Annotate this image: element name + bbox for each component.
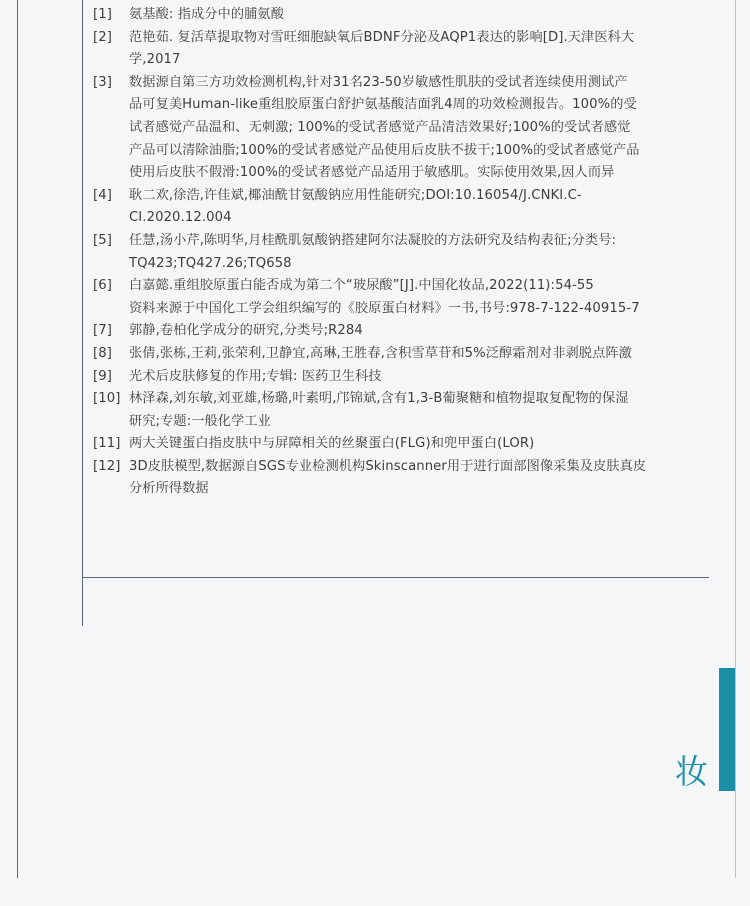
- reference-number: [7]: [93, 323, 112, 339]
- reference-item: [93, 320, 708, 343]
- reference-text-line: 任慧,汤小芹,陈明华,月桂酰肌氨酸钠搭建阿尔法凝胶的方法研究及结构表征;分类号:: [129, 232, 617, 248]
- reference-text-line: 耿二欢,徐浩,许佳斌,椰油酰甘氨酸钠应用性能研究;DOI:10.16054/J.CNKI.C-: [129, 187, 582, 203]
- reference-text-line: 品可复美Human-like重组胶原蛋白舒护氨基酸洁面乳4周的功效检测报告。100%的受: [129, 97, 637, 113]
- reference-text: [129, 275, 708, 320]
- outer-left-border: [17, 0, 18, 878]
- reference-text-line: 3D皮肤模型,数据源自SGS专业检测机构Skinscanner用于进行面部图像采集及皮肤真皮: [129, 458, 647, 474]
- reference-panel-left-border: [82, 0, 83, 626]
- reference-item: [93, 456, 708, 501]
- reference-number: [11]: [93, 436, 121, 452]
- reference-item: [93, 4, 708, 27]
- reference-text: [129, 230, 708, 275]
- reference-text-line: 白嘉懿.重组胶原蛋白能否成为第二个“玻尿酸”[J].中国化妆品,2022(11):54-55: [129, 278, 594, 294]
- reference-item: [93, 230, 708, 275]
- reference-number: [5]: [93, 232, 112, 248]
- reference-text: [129, 4, 708, 27]
- reference-number: [1]: [93, 7, 112, 22]
- reference-item: [93, 27, 708, 72]
- reference-number: [2]: [93, 29, 112, 45]
- reference-text-line: 林泽森,刘东敏,刘亚雄,杨璐,叶素明,邝锦斌,含有1,3-B葡聚糖和植物提取复配物的保湿: [129, 391, 629, 407]
- reference-text-line: 氨基酸: 指成分中的脯氨酸: [129, 7, 284, 22]
- reference-number: [8]: [93, 345, 112, 361]
- accent-bar: [719, 668, 735, 791]
- reference-item: [93, 388, 708, 433]
- outer-right-border: [735, 0, 736, 878]
- reference-text-line: 分析所得数据: [129, 481, 209, 497]
- reference-text-line: 张倩,张栋,王莉,张荣利,卫静宜,高琳,王胜春,含积雪草苷和5%泛醇霜剂对非剥脱点阵激: [129, 345, 632, 361]
- reference-number: [9]: [93, 368, 112, 384]
- reference-text: [129, 343, 708, 366]
- reference-text-line: 两大关键蛋白指皮肤中与屏障相关的丝聚蛋白(FLG)和兜甲蛋白(LOR): [129, 436, 535, 452]
- reference-number: [12]: [93, 458, 121, 474]
- reference-item: [93, 185, 708, 230]
- reference-item: [93, 343, 708, 366]
- reference-text: [129, 388, 708, 433]
- reference-item: [93, 275, 708, 320]
- reference-number: [3]: [93, 74, 112, 90]
- reference-text: [129, 366, 708, 389]
- reference-text: [129, 456, 708, 501]
- reference-list: [93, 4, 708, 501]
- reference-text-line: 郭静,卷柏化学成分的研究,分类号;R284: [129, 323, 363, 339]
- reference-panel-bottom-rule: [82, 577, 709, 578]
- reference-text-line: 范艳茹. 复活草提取物对雪旺细胞缺氧后BDNF分泌及AQP1表达的影响[D].天津医科大: [129, 29, 635, 45]
- reference-text: [129, 185, 708, 230]
- reference-text-line: 光术后皮肤修复的作用;专辑: 医药卫生科技: [129, 368, 382, 384]
- reference-text-line: CI.2020.12.004: [129, 210, 232, 226]
- reference-text: [129, 433, 708, 456]
- reference-text-line: TQ423;TQ427.26;TQ658: [129, 255, 292, 271]
- reference-text-line: 学,2017: [129, 52, 181, 68]
- reference-text: [129, 320, 708, 343]
- reference-text-line: 试者感觉产品温和、无刺激; 100%的受试者感觉产品清洁效果好;100%的受试者感觉: [129, 119, 631, 135]
- side-label: 妆: [675, 752, 708, 791]
- reference-text-line: 产品可以清除油脂;100%的受试者感觉产品使用后皮肤不拔干;100%的受试者感觉产品: [129, 142, 640, 158]
- reference-text-line: 使用后皮肤不假滑:100%的受试者感觉产品适用于敏感肌。实际使用效果,因人而异: [129, 165, 615, 181]
- reference-number: [6]: [93, 278, 112, 294]
- reference-text: [129, 72, 708, 185]
- reference-text: [129, 27, 708, 72]
- reference-number: [10]: [93, 391, 121, 407]
- reference-text-line: 研究;专题:一般化学工业: [129, 413, 271, 429]
- reference-item: [93, 433, 708, 456]
- reference-number: [4]: [93, 187, 112, 203]
- reference-item: [93, 366, 708, 389]
- reference-text-line: 数据源自第三方功效检测机构,针对31名23-50岁敏感性肌肤的受试者连续使用测试产: [129, 74, 628, 90]
- reference-text-line: 资料来源于中国化工学会组织编写的《胶原蛋白材料》一书,书号:978-7-122-40915-7: [129, 300, 640, 316]
- reference-item: [93, 72, 708, 185]
